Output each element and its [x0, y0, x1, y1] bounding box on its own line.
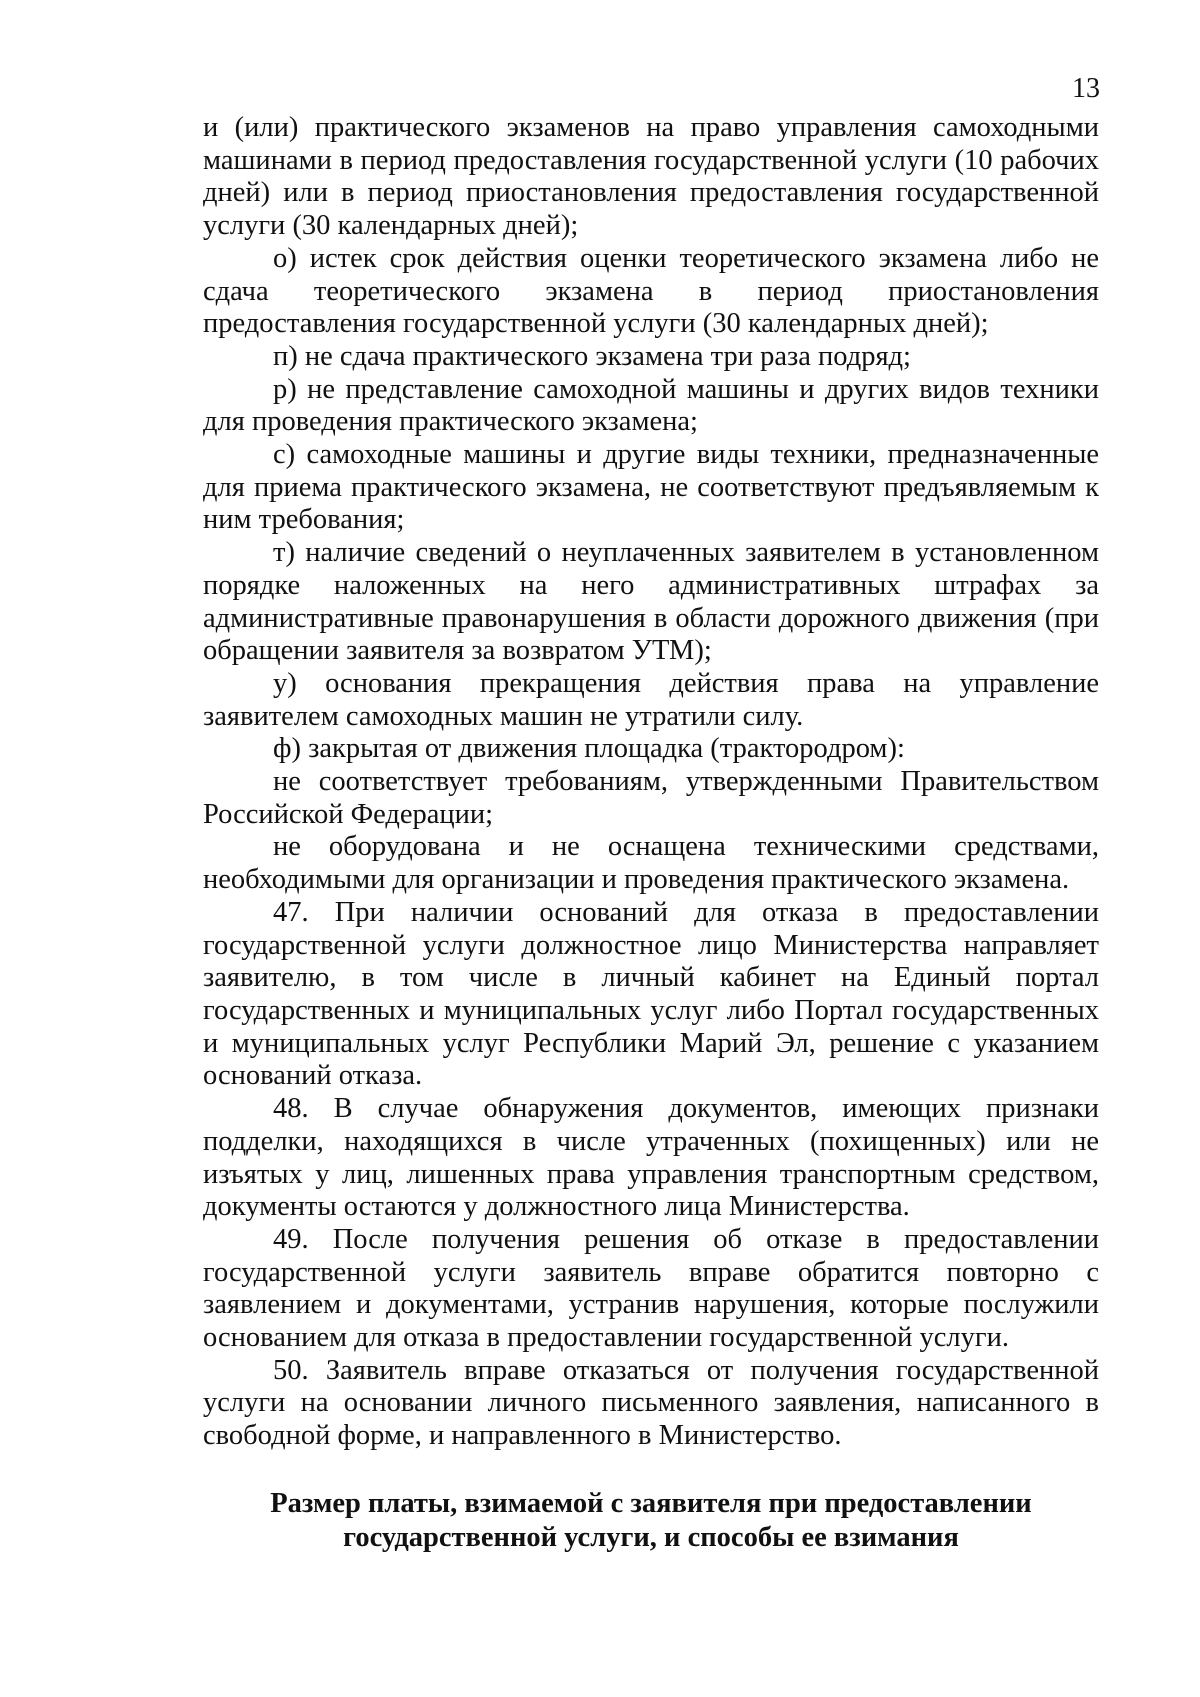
paragraph-item-u: у) основания прекращения действия права на управление заявителем самоходных машин не утратили силу. [203, 667, 1099, 732]
paragraph-item-t: т) наличие сведений о неуплаченных заявителем в установленном порядке наложенных на него административных штрафах за административные правонарушения в области дорожного движения (при обращении заявителя за возвратом УТМ); [203, 537, 1099, 667]
page-number: 13 [1072, 73, 1100, 104]
section-heading-line-1: Размер платы, взимаемой с заявителя при предоставлении [270, 1488, 1032, 1519]
paragraph-subitem-requirements: не соответствует требованиям, утвержденными Правительством Российской Федерации; [203, 766, 1099, 830]
section-heading [203, 1487, 1099, 1555]
paragraph-item-s: с) самоходные машины и другие виды техники, предназначенные для приема практического экзамена, не соответствуют предъявляемым к ним требования; [203, 439, 1099, 536]
paragraph-49: 49. После получения решения об отказе в предоставлении государственной услуги заявитель вправе обратится повторно с заявлением и документами, устранив нарушения, которые послужили основанием для отказа в предоставлении государственной услуги. [203, 1223, 1099, 1354]
paragraph-47: 47. При наличии оснований для отказа в предоставлении государственной услуги должностное лицо Министерства направляет заявителю, в том числе в личный кабинет на Единый портал государственных и муниципальных услуг либо Портал государственных и муниципальных услуг Республики Марий Эл, решение с указанием оснований отказа. [203, 896, 1099, 1092]
paragraph-item-f: ф) закрытая от движения площадка (трактородром): [273, 733, 905, 765]
paragraph-item-r: р) не представление самоходной машины и других видов техники для проведения практического экзамена; [203, 373, 1099, 438]
paragraph-item-p: п) не сдача практического экзамена три раза подряд; [273, 340, 911, 372]
paragraph-48: 48. В случае обнаружения документов, имеющих признаки подделки, находящихся в числе утраченных (похищенных) или не изъятых у лиц, лишенных права управления транспортным средством, документы остаются у должностного лица Министерства. [203, 1093, 1099, 1223]
section-heading-line-2: государственной услуги, и способы ее взимания [343, 1522, 959, 1553]
document-body [203, 112, 1099, 1453]
paragraph-item-o: о) истек срок действия оценки теоретического экзамена либо не сдача теоретического экзамена в период приостановления предоставления государственной услуги (30 календарных дней); [203, 242, 1099, 340]
paragraph-subitem-equipment: не оборудована и не оснащена техническими средствами, необходимыми для организации и проведения практического экзамена. [203, 831, 1099, 896]
paragraph-continuation: и (или) практического экзаменов на право управления самоходными машинами в период предоставления государственной услуги (10 рабочих дней) или в период приостановления предоставления государственной услуги (30 календарных дней); [203, 112, 1099, 242]
paragraph-50: 50. Заявитель вправе отказаться от получения государственной услуги на основании личного письменного заявления, написанного в свободной форме, и направленного в Министерство. [203, 1354, 1099, 1452]
